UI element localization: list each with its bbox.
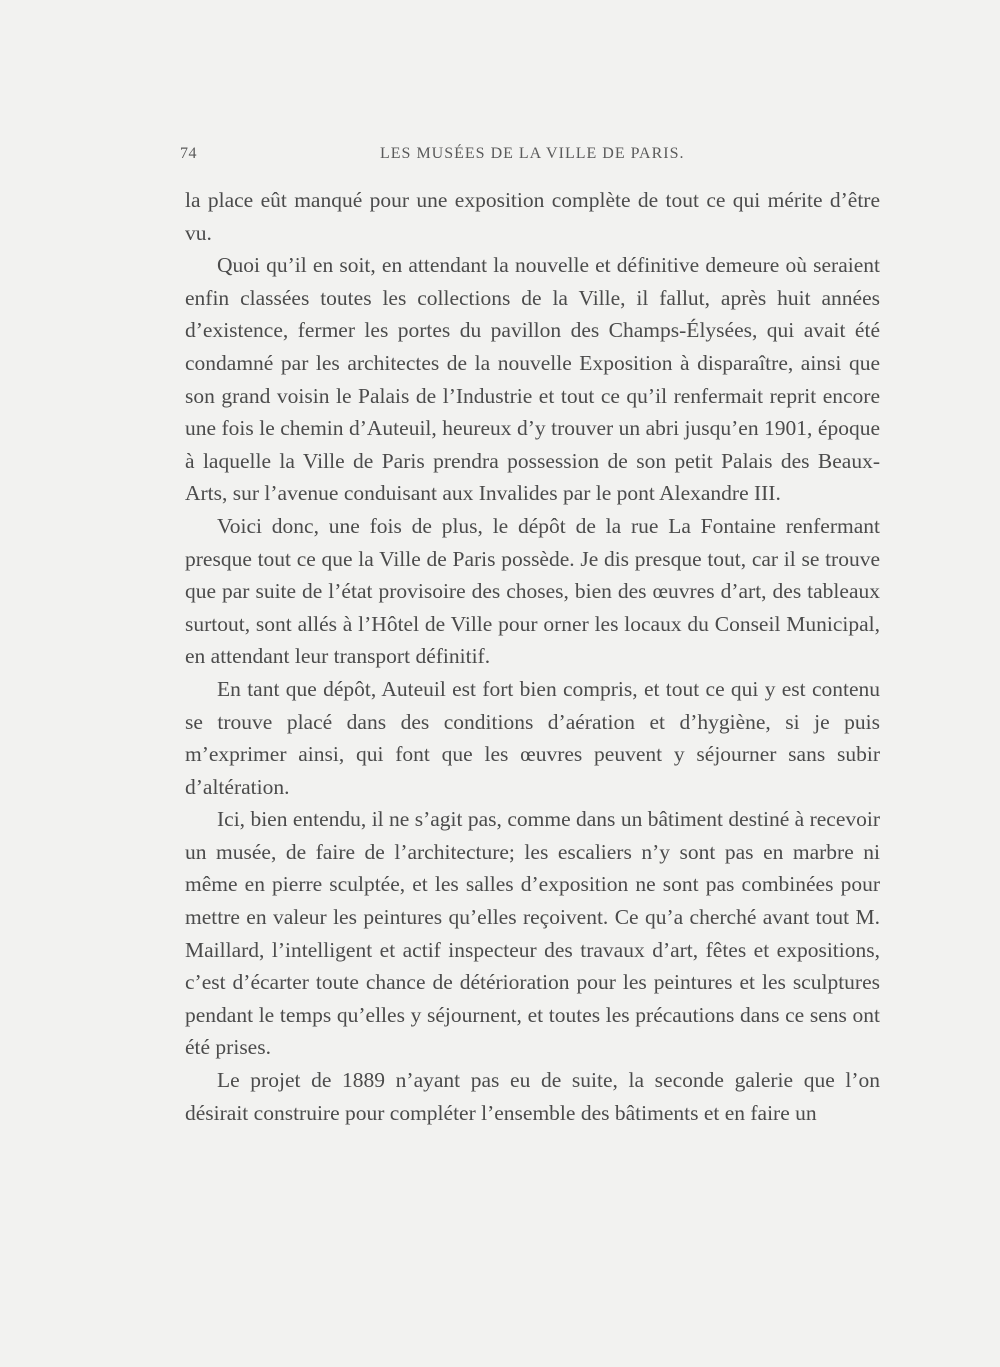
page-number: 74 — [180, 145, 197, 162]
running-title: LES MUSÉES DE LA VILLE DE PARIS. — [380, 145, 685, 162]
paragraph: Ici, bien entendu, il ne s’agit pas, comme dans un bâtiment destiné à recevoir un musée, de faire de l’architecture; les escaliers n’y sont pas en marbre ni même en pierre sculptée, et les salles d’exposition ne sont pas combinées pour mettre en valeur les peintures qu’elles reçoivent. Ce qu’a cherché avant tout M. Maillard, l’intelligent et actif inspecteur des travaux d’art, fêtes et expositions, c’est d’écarter toute chance de détérioration pour les peintures et les sculptures pendant le temps qu’elles y séjournent, et toutes les précautions dans ce sens ont été prises. — [185, 807, 880, 1060]
paragraph: Voici donc, une fois de plus, le dépôt de la rue La Fontaine renfermant presque tout ce que la Ville de Paris possède. Je dis presque tout, car il se trouve que par suite de l’état provisoire des choses, bien des œuvres d’art, des tableaux surtout, sont allés à l’Hôtel de Ville pour orner les locaux du Conseil Municipal, en attendant leur transport définitif. — [185, 513, 880, 669]
paragraph: la place eût manqué pour une exposition complète de tout ce qui mérite d’être vu. — [185, 188, 880, 245]
paragraph: Quoi qu’il en soit, en attendant la nouvelle et définitive demeure où seraient enfin classées toutes les collections de la Ville, il fallut, après huit années d’existence, fermer les portes du pavillon des Champs-Élysées, qui avait été condamné par les architectes de la nouvelle Exposition à disparaître, ainsi que son grand voisin le Palais de l’Industrie et tout ce qu’il renfermait reprit encore une fois le chemin d’Auteuil, heureux d’y trouver un abri jusqu’en 1901, époque à laquelle la Ville de Paris prendra possession de son petit Palais des Beaux-Arts, sur l’avenue conduisant aux Invalides par le pont Alexandre III. — [185, 253, 880, 506]
running-head — [180, 145, 880, 169]
body-text — [185, 184, 880, 1129]
paragraph: En tant que dépôt, Auteuil est fort bien compris, et tout ce qui y est contenu se trouve placé dans des conditions d’aération et d’hygiène, si je puis m’exprimer ainsi, qui font que les œuvres peuvent y séjourner sans subir d’altération. — [185, 676, 880, 799]
paragraph: Le projet de 1889 n’ayant pas eu de suite, la seconde galerie que l’on désirait construire pour compléter l’ensemble des bâtiments et en faire un — [185, 1068, 880, 1125]
